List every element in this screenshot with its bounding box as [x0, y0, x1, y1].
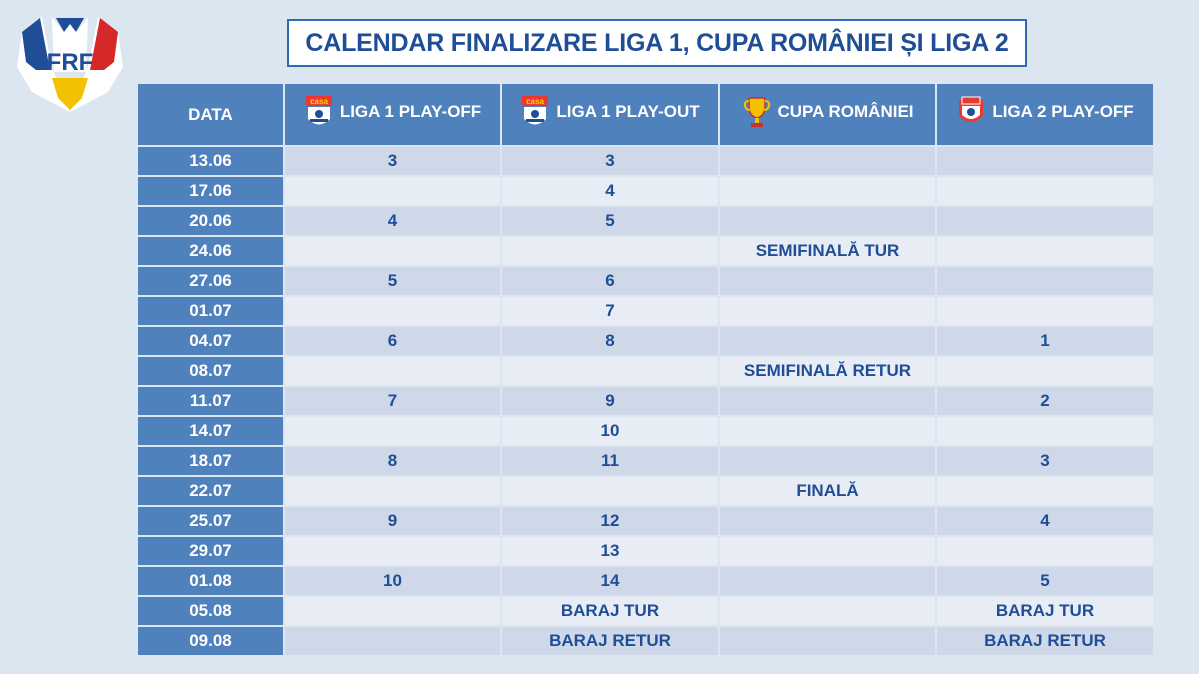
liga2-cell: [937, 297, 1153, 325]
cup-cell: [720, 297, 935, 325]
cup-cell: [720, 327, 935, 355]
playout-cell: BARAJ TUR: [502, 597, 718, 625]
playoff-cell: [285, 237, 500, 265]
table-row: [138, 507, 1153, 535]
table-row: [138, 267, 1153, 295]
playout-cell: 3: [502, 147, 718, 175]
liga2-cell: [937, 477, 1153, 505]
cup-cell: SEMIFINALĂ TUR: [720, 237, 935, 265]
cup-cell: [720, 447, 935, 475]
cup-cell: [720, 417, 935, 445]
playoff-cell: 9: [285, 507, 500, 535]
date-cell: 22.07: [138, 477, 283, 505]
playoff-cell: 4: [285, 207, 500, 235]
table-row: [138, 597, 1153, 625]
playout-cell: 11: [502, 447, 718, 475]
schedule-table: [136, 82, 1155, 657]
playout-cell: 12: [502, 507, 718, 535]
date-cell: 29.07: [138, 537, 283, 565]
playoff-cell: [285, 177, 500, 205]
header-liga1-playoff: [285, 84, 500, 145]
cup-cell: [720, 387, 935, 415]
date-cell: 11.07: [138, 387, 283, 415]
logo-text: FRF: [46, 49, 94, 76]
cup-cell: [720, 597, 935, 625]
svg-text:casa: casa: [309, 97, 328, 106]
date-cell: 04.07: [138, 327, 283, 355]
playoff-cell: [285, 477, 500, 505]
liga2-cell: 2: [937, 387, 1153, 415]
table-row: [138, 417, 1153, 445]
liga2-cell: [937, 537, 1153, 565]
svg-text:casa: casa: [526, 97, 545, 106]
header-playoff-label: LIGA 1 PLAY-OFF: [339, 102, 482, 121]
liga2-cell: [937, 207, 1153, 235]
table-row: [138, 207, 1153, 235]
date-cell: 08.07: [138, 357, 283, 385]
playoff-cell: 10: [285, 567, 500, 595]
header-date-label: DATA: [188, 104, 233, 124]
date-cell: 24.06: [138, 237, 283, 265]
liga2-cell: 4: [937, 507, 1153, 535]
playout-cell: 4: [502, 177, 718, 205]
playoff-cell: 7: [285, 387, 500, 415]
liga2-cell: 3: [937, 447, 1153, 475]
cup-cell: [720, 267, 935, 295]
liga2-cell: 1: [937, 327, 1153, 355]
table-row: [138, 567, 1153, 595]
table-row: [138, 177, 1153, 205]
liga2-cell: [937, 147, 1153, 175]
date-cell: 09.08: [138, 627, 283, 655]
header-playout-label: LIGA 1 PLAY-OUT: [556, 102, 700, 121]
header-liga2-playoff: [937, 84, 1153, 145]
playoff-cell: [285, 297, 500, 325]
cup-cell: [720, 207, 935, 235]
date-cell: 05.08: [138, 597, 283, 625]
table-row: [138, 357, 1153, 385]
playoff-cell: 6: [285, 327, 500, 355]
playout-cell: 9: [502, 387, 718, 415]
liga2-cell: BARAJ RETUR: [937, 627, 1153, 655]
cup-cell: [720, 537, 935, 565]
table-row: [138, 477, 1153, 505]
cup-cell: FINALĂ: [720, 477, 935, 505]
header-row: [138, 84, 1153, 145]
playout-cell: 14: [502, 567, 718, 595]
playoff-cell: [285, 357, 500, 385]
table-row: [138, 447, 1153, 475]
header-liga1-playout: [502, 84, 718, 145]
playout-cell: [502, 357, 718, 385]
header-date: [138, 84, 283, 145]
table-row: [138, 627, 1153, 655]
playout-cell: 8: [502, 327, 718, 355]
playout-cell: 13: [502, 537, 718, 565]
liga1-casa-logo-icon: [520, 94, 550, 130]
liga2-cell: [937, 357, 1153, 385]
playout-cell: 10: [502, 417, 718, 445]
header-liga2-label: LIGA 2 PLAY-OFF: [992, 102, 1134, 121]
liga2-casa-logo-icon: [956, 94, 986, 130]
liga2-cell: [937, 237, 1153, 265]
date-cell: 14.07: [138, 417, 283, 445]
date-cell: 20.06: [138, 207, 283, 235]
table-row: [138, 237, 1153, 265]
header-cup-label: CUPA ROMÂNIEI: [777, 102, 914, 121]
playoff-cell: 8: [285, 447, 500, 475]
date-cell: 25.07: [138, 507, 283, 535]
cup-cell: [720, 567, 935, 595]
playout-cell: [502, 237, 718, 265]
table-row: [138, 537, 1153, 565]
liga1-casa-logo-icon: [304, 94, 334, 130]
date-cell: 18.07: [138, 447, 283, 475]
table-row: [138, 147, 1153, 175]
date-cell: 17.06: [138, 177, 283, 205]
playout-cell: 5: [502, 207, 718, 235]
date-cell: 27.06: [138, 267, 283, 295]
playoff-cell: 3: [285, 147, 500, 175]
schedule-body: [138, 147, 1153, 655]
cupa-romaniei-trophy-icon: [742, 94, 772, 130]
table-row: [138, 297, 1153, 325]
liga2-cell: [937, 417, 1153, 445]
liga2-cell: [937, 177, 1153, 205]
playoff-cell: [285, 537, 500, 565]
playout-cell: [502, 477, 718, 505]
playout-cell: BARAJ RETUR: [502, 627, 718, 655]
playoff-cell: [285, 627, 500, 655]
date-cell: 01.08: [138, 567, 283, 595]
date-cell: 13.06: [138, 147, 283, 175]
playoff-cell: [285, 417, 500, 445]
header-cupa-romaniei: [720, 84, 935, 145]
cup-cell: [720, 627, 935, 655]
liga2-cell: 5: [937, 567, 1153, 595]
cup-cell: [720, 507, 935, 535]
table-row: [138, 387, 1153, 415]
date-cell: 01.07: [138, 297, 283, 325]
page-title: CALENDAR FINALIZARE LIGA 1, CUPA ROMÂNIEI ȘI LIGA 2: [305, 28, 1009, 57]
cup-cell: SEMIFINALĂ RETUR: [720, 357, 935, 385]
frf-logo: [12, 12, 128, 122]
playout-cell: 6: [502, 267, 718, 295]
liga2-cell: [937, 267, 1153, 295]
playoff-cell: 5: [285, 267, 500, 295]
table-row: [138, 327, 1153, 355]
playout-cell: 7: [502, 297, 718, 325]
cup-cell: [720, 177, 935, 205]
playoff-cell: [285, 597, 500, 625]
cup-cell: [720, 147, 935, 175]
liga2-cell: BARAJ TUR: [937, 597, 1153, 625]
title-box: [287, 19, 1027, 67]
